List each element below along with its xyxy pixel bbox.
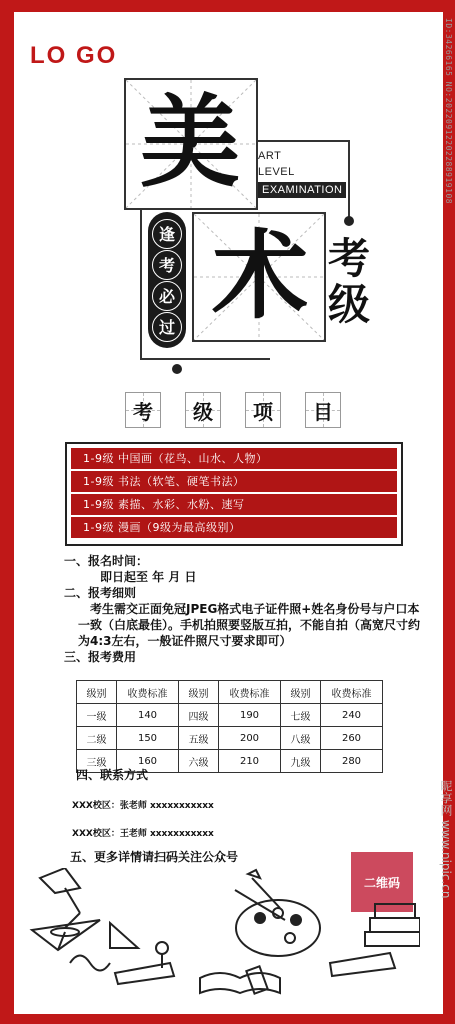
fee-header-cell: 收费标准	[117, 681, 179, 704]
rules-body: 考生需交正面免冠JPEG格式电子证件照+姓名身份号与户口本一致（白底最佳）。手机拍照要竖版互拍，不能自拍（高宽尺寸约为4:3左右，一般证件照尺寸要求即可）	[78, 602, 421, 648]
table-cell: 四级	[179, 704, 219, 727]
footer-follow-text: 五、更多详情请扫码关注公众号	[70, 850, 239, 864]
project-list-panel	[65, 442, 403, 546]
table-cell: 二级	[77, 727, 117, 750]
deco-line-top	[258, 140, 350, 142]
open-book-icon	[200, 973, 280, 993]
shu-grid	[192, 212, 326, 342]
logo: LO GO	[30, 42, 118, 69]
table-cell: 280	[321, 750, 383, 773]
fee-header-cell: 收费标准	[321, 681, 383, 704]
deco-dot-bottom	[172, 364, 182, 374]
table-cell: 三级	[77, 750, 117, 773]
fee-header-cell: 级别	[281, 681, 321, 704]
table-cell: 150	[117, 727, 179, 750]
pill-char-4: 过	[152, 312, 182, 342]
deco-dot-right	[344, 216, 354, 226]
project-item: 1-9级 书法（软笔、硬笔书法）	[71, 471, 397, 492]
table-cell: 200	[219, 727, 281, 750]
table-cell: 八级	[281, 727, 321, 750]
table-cell: 260	[321, 727, 383, 750]
deco-line-right	[348, 140, 350, 220]
title-char-1: 考	[133, 399, 153, 424]
project-item: 1-9级 中国画（花鸟、山水、人物）	[71, 448, 397, 469]
char-mei: 美	[140, 83, 240, 201]
art-line-1: ART	[258, 150, 282, 162]
contact-title: 四、联系方式	[76, 768, 149, 782]
side-watermark: ID:34266165 NO:20220912202288919108	[444, 18, 453, 205]
art-line-3: EXAMINATION	[258, 182, 346, 198]
table-cell: 210	[219, 750, 281, 773]
site-watermark: 昵享网 www.nipic.cn	[439, 780, 453, 899]
kaoji-char-2: 级	[328, 280, 371, 329]
table-cell: 一级	[77, 704, 117, 727]
fee-table-header	[77, 681, 383, 704]
books-icon	[365, 904, 420, 946]
table-cell: 160	[117, 750, 179, 773]
swirl-icon	[70, 956, 110, 971]
pill-char-2: 考	[152, 250, 182, 280]
title-cell-2	[185, 392, 221, 428]
pass-slogan-pill	[148, 212, 186, 348]
fee-header-cell: 收费标准	[219, 681, 281, 704]
art-level-block	[258, 148, 346, 198]
title-cell-1	[125, 392, 161, 428]
pill-char-1: 逢	[152, 219, 182, 249]
kaoji-title	[328, 236, 388, 328]
rules-title: 二、报考细则	[64, 586, 137, 600]
deco-line-left	[140, 210, 142, 360]
table-cell: 七级	[281, 704, 321, 727]
project-item: 1-9级 漫画（9级为最高级别）	[71, 517, 397, 538]
doodle-illustrations	[20, 868, 420, 998]
table-cell: 190	[219, 704, 281, 727]
contact-line-1: XXX校区：张老师 xxxxxxxxxxx	[72, 801, 214, 811]
title-char-2: 级	[193, 399, 213, 424]
table-row	[77, 727, 383, 750]
fee-header-cell: 级别	[77, 681, 117, 704]
contact-line-2: XXX校区：王老师 xxxxxxxxxxx	[72, 829, 214, 839]
art-line-2: LEVEL	[258, 166, 295, 178]
table-cell: 140	[117, 704, 179, 727]
stapler-icon	[330, 953, 395, 976]
qr-code-placeholder[interactable]: 二维码	[351, 852, 413, 912]
title-cell-3	[245, 392, 281, 428]
table-row	[77, 704, 383, 727]
table-cell: 六级	[179, 750, 219, 773]
mei-grid	[124, 78, 258, 210]
table-cell: 九级	[281, 750, 321, 773]
pill-char-3: 必	[152, 281, 182, 311]
fee-title: 三、报考费用	[64, 650, 137, 664]
fee-table	[76, 680, 383, 773]
section-title-exam-items	[125, 392, 341, 428]
paint-palette-icon	[235, 890, 320, 956]
registration-time-title: 一、报名时间：	[64, 554, 149, 568]
project-item: 1-9级 素描、水彩、水粉、速写	[71, 494, 397, 515]
fee-header-cell: 级别	[179, 681, 219, 704]
registration-time-body: 即日起至 年 月 日	[100, 570, 197, 584]
title-char-3: 项	[253, 399, 273, 424]
info-section	[64, 553, 424, 665]
char-shu: 术	[212, 219, 308, 332]
title-char-4: 目	[313, 399, 333, 424]
kaoji-char-1: 考	[328, 234, 371, 283]
table-cell: 240	[321, 704, 383, 727]
marker-icon	[115, 963, 174, 984]
triangle-ruler-icon	[110, 923, 138, 948]
title-cell-4	[305, 392, 341, 428]
deco-line-bottom	[140, 358, 270, 360]
table-cell: 五级	[179, 727, 219, 750]
